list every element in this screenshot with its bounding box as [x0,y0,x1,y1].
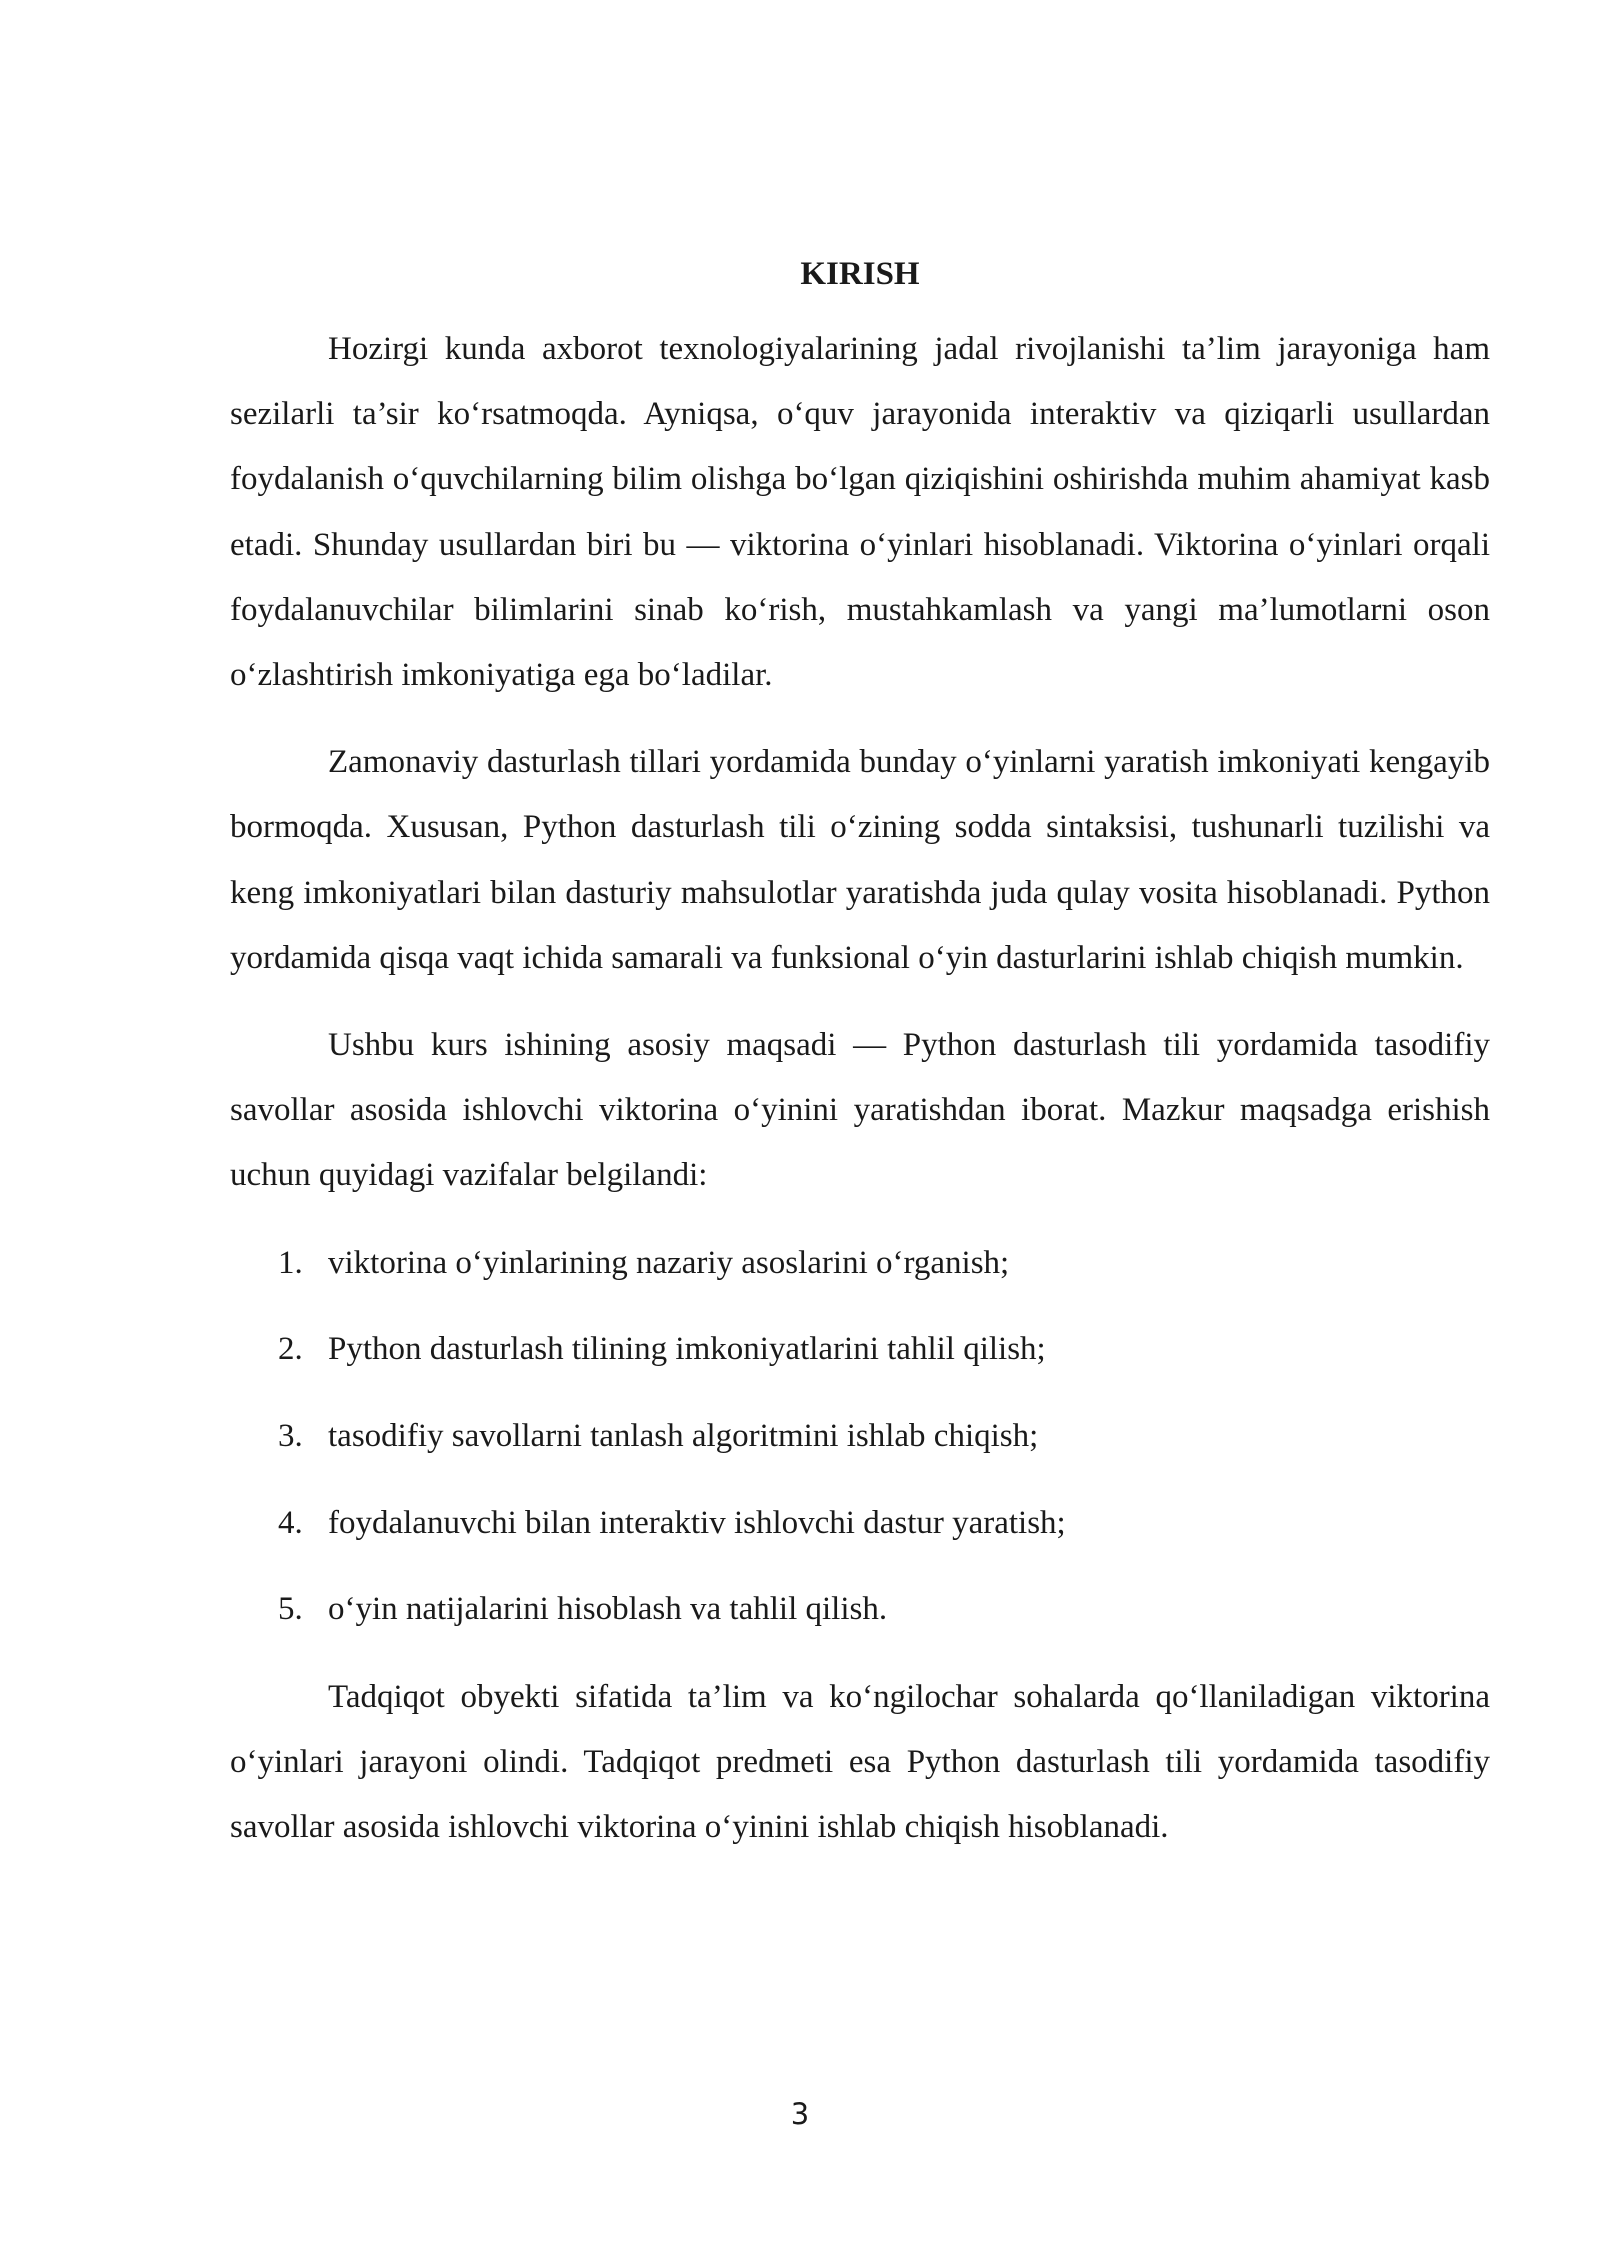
list-item-text: o‘yin natijalarini hisoblash va tahlil qilish. [328,1591,888,1628]
page-number: 3 [790,2097,810,2131]
list-item [230,1317,1490,1382]
list-item [230,1404,1490,1469]
paragraph-intro-2: Zamonaviy dasturlash tillari yordamida bunday o‘yinlarni yaratish imkoniyati kengayib bormoqda. Xususan, Python dasturlash tili o‘zining sodda sintaksisi, tushunarli tuzilishi va keng imkoniyatlari bilan dasturiy mahsulotlar yaratishda juda qulay vosita hisoblanadi. Python yordamida qisqa vaqt ichida samarali va funksional o‘yin dasturlarini ishlab chiqish mumkin. [230,744,1490,976]
list-item-number: 1. [278,1244,303,1281]
section-heading: KIRISH [800,256,920,292]
paragraph-final: Tadqiqot obyekti sifatida ta’lim va ko‘ngilochar sohalarda qo‘llaniladigan viktorina o‘yinlari jarayoni olindi. Tadqiqot predmeti esa Python dasturlash tili yordamida tasodifiy savollar asosida ishlovchi viktorina o‘yinini ishlab chiqish hisoblanadi. [230,1678,1490,1846]
tasks-list [230,1231,1490,1643]
list-item-text: viktorina o‘yinlarining nazariy asoslarini o‘rganish; [328,1244,1010,1281]
list-item-number: 5. [278,1591,303,1628]
paragraph-intro-3: Ushbu kurs ishining asosiy maqsadi — Python dasturlash tili yordamida tasodifiy savollar asosida ishlovchi viktorina o‘yinini yaratishdan iborat. Mazkur maqsadga erishish uchun quyidagi vazifalar belgilandi: [230,1027,1490,1194]
list-item-text: foydalanuvchi bilan interaktiv ishlovchi dastur yaratish; [328,1504,1066,1541]
list-item-text: Python dasturlash tilining imkoniyatlarini tahlil qilish; [328,1331,1046,1368]
list-item [230,1231,1490,1296]
list-item-number: 4. [278,1504,303,1541]
list-item-number: 2. [278,1331,303,1368]
list-item-text: tasodifiy savollarni tanlash algoritmini ishlab chiqish; [328,1418,1039,1455]
list-item [230,1577,1490,1642]
page-content [230,252,1490,1860]
list-item-number: 3. [278,1418,303,1455]
paragraph-intro-1: Hozirgi kunda axborot texnologiyalarining jadal rivojlanishi ta’lim jarayoniga ham sezilarli ta’sir ko‘rsatmoqda. Ayniqsa, o‘quv jarayonida interaktiv va qiziqarli usullardan foydalanish o‘quvchilarning bilim olishga bo‘lgan qiziqishini oshirishda muhim ahamiyat kasb etadi. Shunday usullardan biri bu — viktorina o‘yinlari hisoblanadi. Viktorina o‘yinlari orqali foydalanuvchilar bilimlarini sinab ko‘rish, mustahkamlash va yangi ma’lumotlarni oson o‘zlashtirish imkoniyatiga ega bo‘ladilar. [230,331,1490,694]
list-item [230,1491,1490,1556]
